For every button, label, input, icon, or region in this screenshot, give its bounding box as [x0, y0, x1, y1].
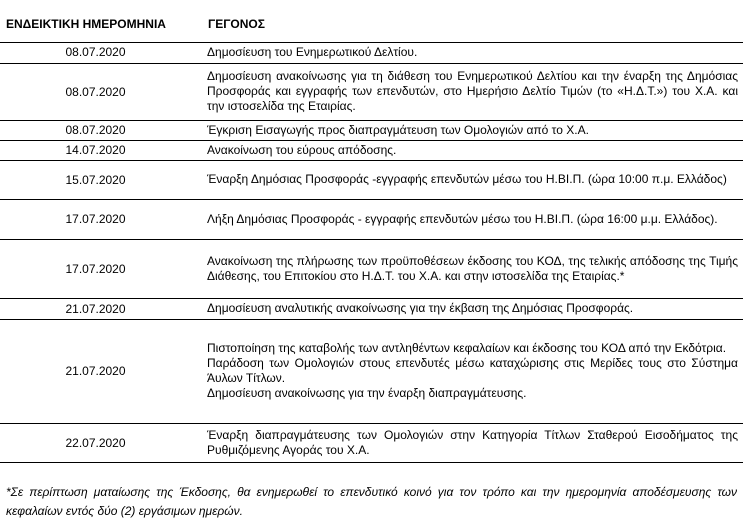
date-cell: 17.07.2020	[0, 239, 191, 298]
date-cell: 08.07.2020	[0, 42, 191, 63]
event-cell	[200, 423, 743, 462]
event-text: Δημοσίευση του Ενημερωτικού Δελτίου.	[207, 44, 418, 59]
event-text: Παράδοση των Ομολογιών στους επενδυτές μέσω καταχώρισης στις Μερίδες τους στο Σύστημα Άυλων Τίτλων.	[207, 356, 738, 385]
event-cell	[200, 319, 743, 423]
table-row	[0, 319, 743, 423]
table-row	[0, 239, 743, 298]
table-row	[0, 298, 743, 319]
table-row	[0, 199, 743, 239]
date-cell: 17.07.2020	[0, 199, 191, 239]
event-text: Έναρξη Δημόσιας Προσφοράς -εγγραφής επενδυτών μέσω του Η.ΒΙ.Π. (ώρα 10:00 π.μ. Ελλάδος)	[207, 172, 727, 186]
event-cell	[200, 120, 743, 140]
event-text: Έγκριση Εισαγωγής προς διαπραγμάτευση των Ομολογιών από το Χ.Α.	[207, 122, 589, 137]
event-text: Έναρξη διαπραγμάτευσης των Ομολογιών στην Κατηγορία Τίτλων Σταθερού Εισοδήματος της Ρυθμιζόμενης Αγοράς του Χ.Α.	[207, 427, 738, 457]
footnote: *Σε περίπτωση ματαίωσης της Έκδοσης, θα ενημερωθεί το επενδυτικό κοινό για τον τρόπο και την ημερομηνία αποδέσμευσης των κεφαλαίων εντός δύο (2) εργάσιμων ημερών.	[6, 485, 737, 518]
event-cell	[200, 63, 743, 120]
event-cell	[200, 42, 743, 63]
table-row	[0, 42, 743, 63]
table-row	[0, 423, 743, 462]
table-row	[0, 120, 743, 140]
event-text: Πιστοποίηση της καταβολής των αντληθέντων κεφαλαίων και έκδοσης του ΚΟΔ από την Εκδότρια.	[207, 341, 727, 355]
event-cell	[200, 140, 743, 160]
event-text: Ανακοίνωση του εύρους απόδοσης.	[207, 142, 397, 157]
date-cell: 15.07.2020	[0, 160, 191, 199]
table-row	[0, 140, 743, 160]
event-cell	[200, 160, 743, 199]
event-text: Δημοσίευση ανακοίνωσης για την έναρξη διαπραγμάτευσης.	[207, 386, 527, 400]
date-cell: 22.07.2020	[0, 423, 191, 462]
timetable	[0, 42, 743, 463]
event-text: Ανακοίνωση της πλήρωσης των προϋποθέσεων έκδοσης του ΚΟΔ, της τελικής απόδοσης της Τιμής Διάθεσης, του Επιτοκίου στο Η.Δ.Τ. του Χ.Α. και στην ιστοσελίδα της Εταιρίας.*	[207, 253, 738, 283]
date-cell: 08.07.2020	[0, 120, 191, 140]
event-cell	[200, 239, 743, 298]
table-row	[0, 160, 743, 199]
header-date: ΕΝΔΕΙΚΤΙΚΗ ΗΜΕΡΟΜΗΝΙΑ	[6, 17, 166, 31]
date-cell: 14.07.2020	[0, 140, 191, 160]
date-cell: 21.07.2020	[0, 319, 191, 423]
date-cell: 08.07.2020	[0, 63, 191, 120]
header-event: ΓΕΓΟΝΟΣ	[208, 17, 265, 31]
event-text: Λήξη Δημόσιας Προσφοράς - εγγραφής επενδυτών μέσω του Η.ΒΙ.Π. (ώρα 16:00 μ.μ. Ελλάδος).	[207, 211, 718, 226]
event-text: Δημοσίευση ανακοίνωσης για τη διάθεση του Ενημερωτικού Δελτίου και την έναρξη της Δημόσιας Προσφοράς και εγγραφής των επενδυτών, στο Ημερήσιο Δελτίο Τιμών (το «Η.Δ.Τ.») του Χ.Α. και την ιστοσελίδα της Εταιρίας.	[207, 69, 738, 113]
event-cell	[200, 298, 743, 319]
event-cell	[200, 199, 743, 239]
table-row	[0, 63, 743, 120]
event-text: Δημοσίευση αναλυτικής ανακοίνωσης για την έκβαση της Δημόσιας Προσφοράς.	[207, 301, 634, 315]
date-cell: 21.07.2020	[0, 298, 191, 319]
